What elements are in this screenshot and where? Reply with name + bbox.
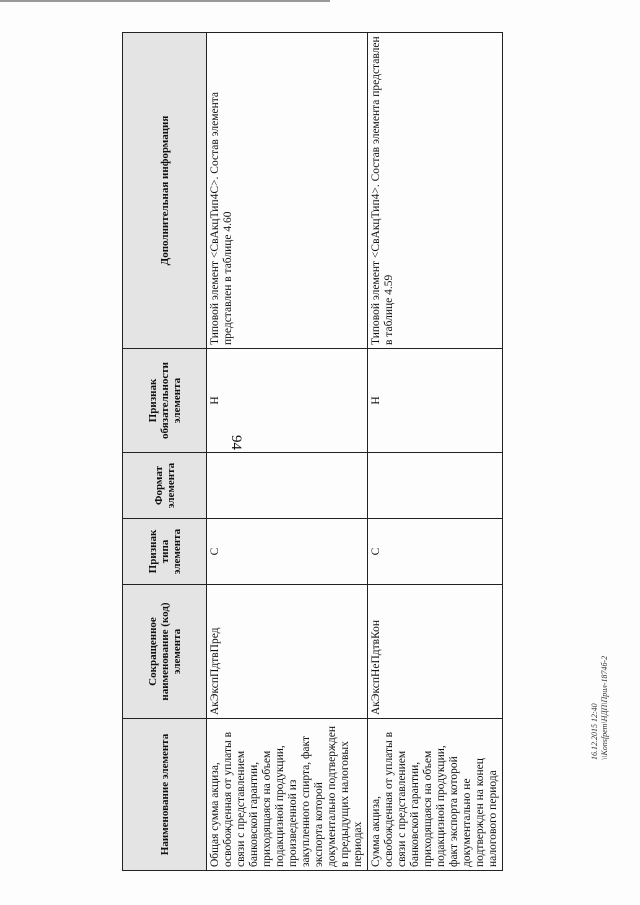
cell-format bbox=[207, 453, 368, 519]
cell-info: Типовой элемент <СвАкцТип4>. Состав элемента представлен в таблице 4.59 bbox=[368, 33, 503, 349]
cell-name: Сумма акциза, освобожденная от уплаты в связи с представлением банковской гарантии, приходящаяся на объем подакцизной продукции, факт экспорта которой документально не подтвержден на конец налогового периода bbox=[368, 719, 503, 871]
cell-name: Общая сумма акциза, освобожденная от уплаты в связи с представлением банковской гарантии, приходящаяся на объем подакцизной продукции, произведенной из закупленного спирта, факт экспорта которой документально подтвержден в предыдущих налоговых периодах bbox=[207, 719, 368, 871]
table-header-row bbox=[123, 33, 207, 871]
header-type: Признак типа элемента bbox=[123, 519, 207, 585]
header-code: Сокращенное наименование (код) элемента bbox=[123, 585, 207, 719]
table-row bbox=[368, 33, 503, 871]
table-row bbox=[207, 33, 368, 871]
stamp-line-1: 16.12.2015 12:40 bbox=[590, 703, 599, 760]
cell-type: С bbox=[207, 519, 368, 585]
stamp-line-2: \\Konsfpem\НДП\Прил-1874б-2 bbox=[600, 655, 609, 760]
elements-table bbox=[122, 32, 503, 871]
file-stamp bbox=[590, 655, 610, 760]
cell-required: Н bbox=[368, 349, 503, 453]
header-info: Дополнительная информация bbox=[123, 33, 207, 349]
cell-required: Н bbox=[207, 349, 368, 453]
page-number: 94 bbox=[228, 435, 244, 450]
cell-code: АкЭкспПдтвПред bbox=[207, 585, 368, 719]
header-format: Формат элемента bbox=[123, 453, 207, 519]
cell-code: АкЭкспНеПдтвКон bbox=[368, 585, 503, 719]
top-rule bbox=[0, 0, 330, 2]
cell-type: С bbox=[368, 519, 503, 585]
header-required: Признак обязательности элемента bbox=[123, 349, 207, 453]
rotated-table-container bbox=[122, 33, 499, 871]
header-name: Наименование элемента bbox=[123, 719, 207, 871]
cell-info: Типовой элемент <СвАкцТип4С>. Состав элемента представлен в таблице 4.60 bbox=[207, 33, 368, 349]
cell-format bbox=[368, 453, 503, 519]
